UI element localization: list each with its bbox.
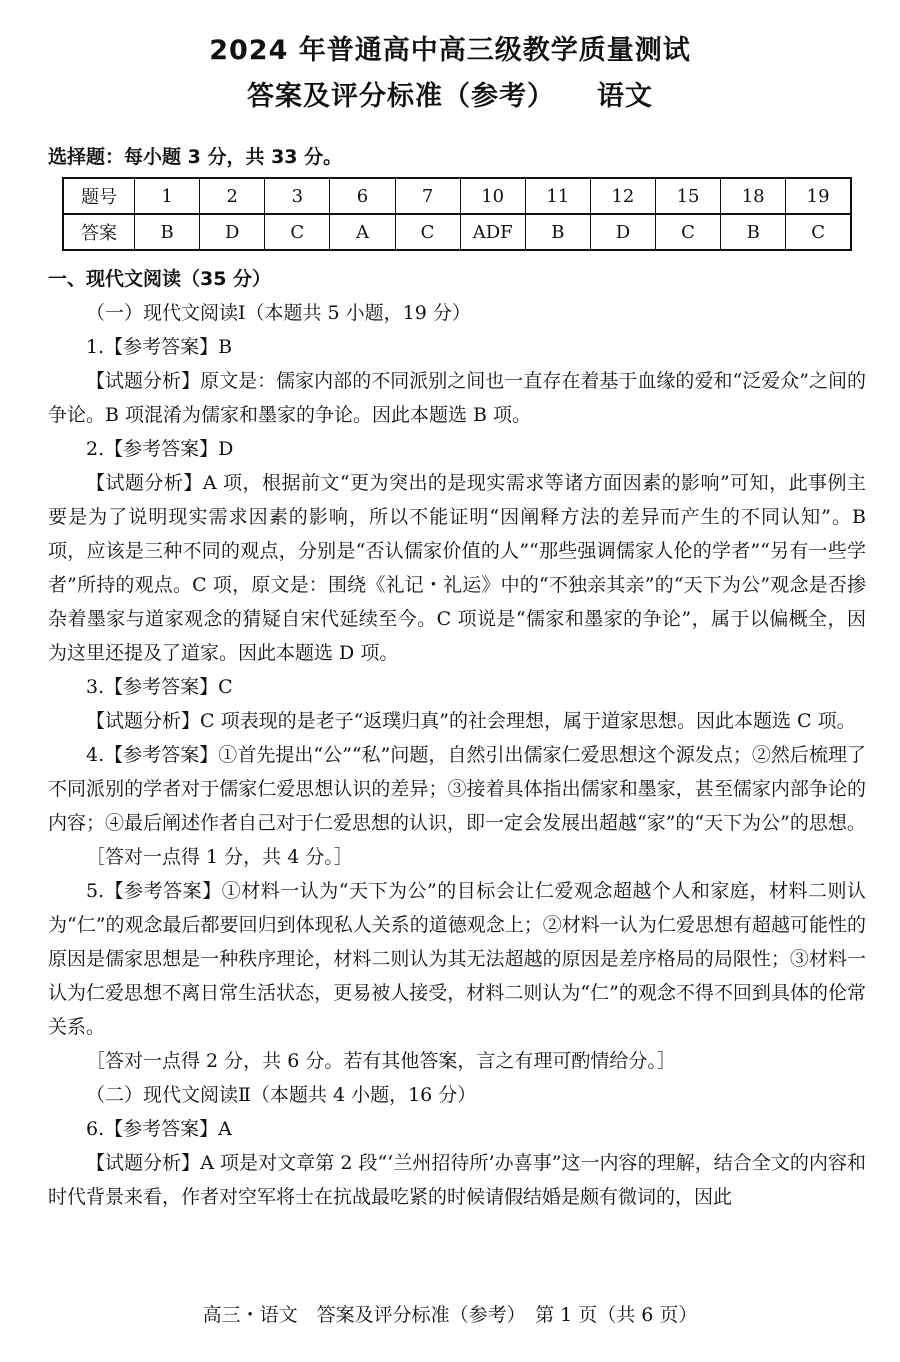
answer-body (48, 262, 866, 1214)
question-cell: 3 (265, 178, 330, 214)
q2-analysis: 【试题分析】A 项，根据前文“更为突出的是现实需求等诸方面因素的影响”可知，此事例主要是为了说明现实需求因素的影响，所以不能证明“因阐释方法的差异而产生的不同认知”。B 项，应该是三种不同的观点，分别是“否认儒家价值的人”“那些强调儒家人伦的学者”“另有一些学者”所持的观点。C 项，原文是：围绕《礼记・礼运》中的“不独亲其亲”的“天下为公”观念是否掺杂着墨家与道家观念的猜疑自宋代延续至今。C 项说是“儒家和墨家的争论”，属于以偏概全，因为这里还提及了道家。因此本题选 D 项。 (48, 472, 866, 664)
answer-row (63, 214, 851, 250)
answer-cell: C (786, 214, 851, 250)
q2-answer: 2.【参考答案】D (86, 438, 234, 460)
answer-cell: C (265, 214, 330, 250)
row-label-question: 题号 (63, 178, 135, 214)
document-subtitle (0, 74, 900, 113)
q3-answer: 3.【参考答案】C (86, 676, 233, 698)
answer-cell: D (590, 214, 655, 250)
answer-cell: B (135, 214, 200, 250)
section-heading: 一、现代文阅读（35 分） (48, 268, 272, 290)
q6-analysis: 【试题分析】A 项是对文章第 2 段“‘兰州招待所’办喜事”这一内容的理解，结合全文的内容和时代背景来看，作者对空军将士在抗战最吃紧的时候请假结婚是颇有微词的，因此 (48, 1152, 866, 1208)
question-cell: 1 (135, 178, 200, 214)
multiple-choice-note: 选择题：每小题 3 分，共 33 分。 (48, 146, 343, 168)
page-footer: 高三・语文 答案及评分标准（参考） 第 1 页（共 6 页） (202, 1304, 698, 1326)
document-title: 2024 年普通高中高三级教学质量测试 (209, 35, 691, 66)
q4-scoring: ［答对一点得 1 分，共 4 分。］ (86, 846, 353, 868)
part-heading: （一）现代文阅读Ⅰ（本题共 5 小题，19 分） (86, 302, 471, 324)
q5-answer: 5.【参考答案】①材料一认为“天下为公”的目标会让仁爱观念超越个人和家庭，材料二则认为“仁”的观念最后都要回归到体现私人关系的道德观念上；②材料一认为仁爱思想有超越可能性的原因是儒家思想是一种秩序理论，材料二则认为其无法超越的原因是差序格局的局限性；③材料一认为仁爱思想不离日常生活状态，更易被人接受，材料二则认为“仁”的观念不得不回到具体的伦常关系。 (48, 880, 866, 1038)
answer-cell: B (525, 214, 590, 250)
question-cell: 12 (590, 178, 655, 214)
part-heading: （二）现代文阅读Ⅱ（本题共 4 小题，16 分） (86, 1084, 477, 1106)
q1-answer: 1.【参考答案】B (86, 336, 233, 358)
q5-scoring: ［答对一点得 2 分，共 6 分。若有其他答案，言之有理可酌情给分。］ (86, 1050, 676, 1072)
question-cell: 10 (460, 178, 525, 214)
question-cell: 11 (525, 178, 590, 214)
answer-cell: C (656, 214, 721, 250)
answer-cell: B (721, 214, 786, 250)
subtitle-text: 答案及评分标准（参考） (247, 81, 555, 112)
question-number-row (63, 178, 851, 214)
answer-table (62, 177, 852, 251)
q4-answer: 4.【参考答案】①首先提出“公”“私”问题，自然引出儒家仁爱思想这个源发点；②然后梳理了不同派别的学者对于儒家仁爱思想认识的差异；③接着具体指出儒家和墨家，甚至儒家内部争论的内容；④最后阐述作者自己对于仁爱思想的认识，即一定会发展出超越“家”的“天下为公”的思想。 (48, 744, 866, 834)
answer-cell: D (200, 214, 265, 250)
question-cell: 19 (786, 178, 851, 214)
answer-cell: ADF (460, 214, 525, 250)
q1-analysis: 【试题分析】原文是：儒家内部的不同派别之间也一直存在着基于血缘的爱和“泛爱众”之间的争论。B 项混淆为儒家和墨家的争论。因此本题选 B 项。 (48, 370, 866, 426)
question-cell: 7 (395, 178, 460, 214)
question-cell: 15 (656, 178, 721, 214)
q3-analysis: 【试题分析】C 项表现的是老子“返璞归真”的社会理想，属于道家思想。因此本题选 C 项。 (86, 710, 856, 732)
q6-answer: 6.【参考答案】A (86, 1118, 232, 1140)
question-cell: 6 (330, 178, 395, 214)
answer-cell: A (330, 214, 395, 250)
row-label-answer: 答案 (63, 214, 135, 250)
answer-cell: C (395, 214, 460, 250)
subject-label: 语文 (597, 81, 653, 112)
question-cell: 18 (721, 178, 786, 214)
question-cell: 2 (200, 178, 265, 214)
